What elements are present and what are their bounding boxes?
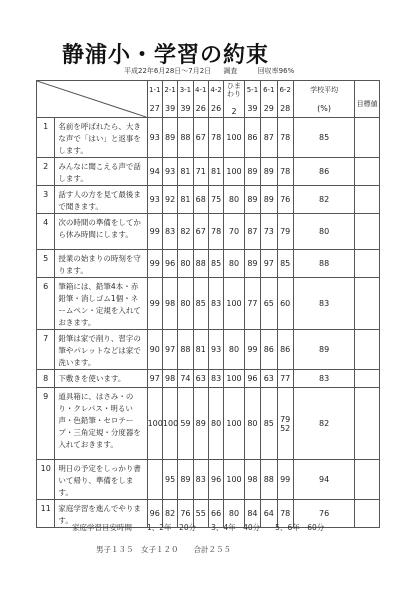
class-value: 99 xyxy=(244,330,260,370)
class-count: 39 xyxy=(164,103,176,113)
class-value: 99 xyxy=(277,460,293,500)
class-value: 100 xyxy=(224,460,244,500)
item-text: 筆箱には、鉛筆4本・赤鉛筆・消しゴム1個・ネームペン・定規を入れておきます。 xyxy=(55,278,147,330)
class-value: 97 xyxy=(147,370,162,388)
class-header xyxy=(178,81,193,118)
class-value: 80 xyxy=(178,278,193,330)
class-count: 28 xyxy=(280,103,291,113)
goal-value xyxy=(355,500,380,528)
class-value: 59 xyxy=(178,388,193,460)
class-value: 100 xyxy=(162,388,177,460)
school-average: 82 xyxy=(293,388,354,460)
item-number: 10 xyxy=(37,460,55,500)
class-value: 81 xyxy=(178,158,193,186)
class-name: 5-1 xyxy=(246,85,259,94)
school-average: 83 xyxy=(293,278,354,330)
class-value: 93 xyxy=(147,186,162,214)
class-value-part: 79 xyxy=(280,414,291,424)
class-header xyxy=(193,81,208,118)
class-value: 85 xyxy=(193,278,208,330)
class-value: 80 xyxy=(224,500,244,528)
class-value: 86 xyxy=(244,118,260,158)
class-value: 89 xyxy=(244,186,260,214)
class-value: 78 xyxy=(277,500,293,528)
class-value: 64 xyxy=(261,500,277,528)
item-number: 11 xyxy=(37,500,55,528)
class-value: 92 xyxy=(162,186,177,214)
item-number: 4 xyxy=(37,214,55,250)
goal-value xyxy=(355,278,380,330)
class-header xyxy=(208,81,223,118)
class-value: 93 xyxy=(147,118,162,158)
class-value: 78 xyxy=(208,118,223,158)
class-name: 4-2 xyxy=(210,85,222,94)
class-value: 82 xyxy=(178,214,193,250)
class-value: 99 xyxy=(147,278,162,330)
class-value: 86 xyxy=(277,330,293,370)
class-value: 100 xyxy=(224,158,244,186)
item-text: 下敷きを使います。 xyxy=(55,370,147,388)
class-value: 70 xyxy=(224,214,244,250)
class-count: 29 xyxy=(263,103,274,113)
table-row xyxy=(37,388,380,460)
class-value: 89 xyxy=(193,388,208,460)
goal-value xyxy=(355,388,380,460)
item-text: 話す人の方を見て最後まで聞きます。 xyxy=(55,186,147,214)
avg-header-label: 学校平均 xyxy=(310,85,339,94)
collection-rate: 回収率96% xyxy=(257,67,295,75)
item-text: 家庭学習を進んでやります。 xyxy=(55,500,147,528)
class-value: 65 xyxy=(261,278,277,330)
class-value: 80 xyxy=(208,388,223,460)
class-value: 84 xyxy=(244,500,260,528)
survey-period: 平成22年6月28日～7月2日 xyxy=(124,67,212,75)
class-value: 80 xyxy=(244,388,260,460)
class-value: 100 xyxy=(224,118,244,158)
class-value: 63 xyxy=(261,370,277,388)
goal-value xyxy=(355,370,380,388)
class-value: 96 xyxy=(147,500,162,528)
class-value: 75 xyxy=(208,186,223,214)
item-number: 8 xyxy=(37,370,55,388)
table-row xyxy=(37,118,380,158)
class-value: 93 xyxy=(162,158,177,186)
class-value: 80 xyxy=(224,186,244,214)
class-value: 86 xyxy=(261,330,277,370)
class-value: 100 xyxy=(224,278,244,330)
class-value: 76 xyxy=(178,500,193,528)
class-value: 89 xyxy=(244,250,260,278)
goal-value xyxy=(355,186,380,214)
goal-value xyxy=(355,214,380,250)
avg-header xyxy=(293,81,354,118)
class-value: 79 xyxy=(277,214,293,250)
header-row xyxy=(37,81,380,118)
table-row xyxy=(37,460,380,500)
class-value: 88 xyxy=(178,118,193,158)
class-value: 63 xyxy=(193,370,208,388)
class-value: 89 xyxy=(162,118,177,158)
goal-value xyxy=(355,118,380,158)
class-name: 6-1 xyxy=(263,85,275,94)
item-number: 3 xyxy=(37,186,55,214)
class-value: 88 xyxy=(193,250,208,278)
class-value: 100 xyxy=(224,388,244,460)
item-number: 1 xyxy=(37,118,55,158)
class-count: 2 xyxy=(231,107,237,117)
class-value: 83 xyxy=(208,370,223,388)
class-value: 83 xyxy=(208,278,223,330)
goal-value xyxy=(355,460,380,500)
class-value: 88 xyxy=(261,460,277,500)
item-number: 2 xyxy=(37,158,55,186)
class-value: 80 xyxy=(178,250,193,278)
class-value: 99 xyxy=(147,250,162,278)
class-value: 85 xyxy=(208,250,223,278)
item-number: 7 xyxy=(37,330,55,370)
class-value: 88 xyxy=(178,330,193,370)
school-average: 89 xyxy=(293,330,354,370)
goal-value xyxy=(355,158,380,186)
school-average: 94 xyxy=(293,460,354,500)
class-value: 81 xyxy=(178,186,193,214)
class-value: 81 xyxy=(193,330,208,370)
school-average: 80 xyxy=(293,214,354,250)
class-value: 83 xyxy=(193,460,208,500)
survey-label: 調査 xyxy=(223,67,238,75)
class-value: 78 xyxy=(208,214,223,250)
class-value: 93 xyxy=(208,330,223,370)
class-value: 66 xyxy=(208,500,223,528)
class-value: 95 xyxy=(162,460,177,500)
class-name: ひまわり xyxy=(227,82,242,98)
item-number: 6 xyxy=(37,278,55,330)
class-value: 89 xyxy=(244,158,260,186)
item-text: 道具箱に、はさみ・のり・クレパス・明るい声・色鉛筆・セロテープ・三角定規・分度器を入れておきます。 xyxy=(55,388,147,460)
class-header xyxy=(277,81,293,118)
class-value: 98 xyxy=(162,278,177,330)
home-study-note: 家庭学習目安時間 1、2年 20分 3、4年 40分 5、6年 60分 xyxy=(72,523,325,532)
class-count: 26 xyxy=(211,103,222,113)
class-value: 96 xyxy=(208,460,223,500)
item-text: 次の時間の準備をしてから休み時間にします。 xyxy=(55,214,147,250)
goal-value xyxy=(355,250,380,278)
class-value: 81 xyxy=(208,158,223,186)
item-number: 5 xyxy=(37,250,55,278)
class-value: 80 xyxy=(224,330,244,370)
item-text: 名前を呼ばれたら、大きな声で「はい」と返事をします。 xyxy=(55,118,147,158)
class-value: 76 xyxy=(277,186,293,214)
school-average: 85 xyxy=(293,118,354,158)
diagonal-line xyxy=(37,81,147,117)
class-value xyxy=(147,460,162,500)
class-value: 82 xyxy=(162,500,177,528)
class-value: 96 xyxy=(244,370,260,388)
class-value: 74 xyxy=(178,370,193,388)
class-value-part: 52 xyxy=(280,423,291,433)
class-name: 6-2 xyxy=(279,85,291,94)
class-value: 68 xyxy=(193,186,208,214)
item-text: 明日の予定をしっかり書いて帰り、準備をします。 xyxy=(55,460,147,500)
table-row xyxy=(37,186,380,214)
class-value: 97 xyxy=(261,250,277,278)
class-value: 73 xyxy=(261,214,277,250)
class-value: 89 xyxy=(261,158,277,186)
school-average: 86 xyxy=(293,158,354,186)
class-name: 3-1 xyxy=(179,85,192,94)
table-row xyxy=(37,370,380,388)
class-value xyxy=(277,388,293,460)
item-text: みんなに聞こえる声で話します。 xyxy=(55,158,147,186)
class-value: 71 xyxy=(193,158,208,186)
class-value: 87 xyxy=(244,214,260,250)
class-value: 96 xyxy=(162,250,177,278)
class-header xyxy=(244,81,260,118)
class-value: 90 xyxy=(147,330,162,370)
class-header xyxy=(147,81,162,118)
class-value: 67 xyxy=(193,214,208,250)
class-value: 89 xyxy=(261,186,277,214)
page-title: 静浦小・学習の約束 xyxy=(62,43,270,68)
class-value: 87 xyxy=(261,118,277,158)
class-value: 89 xyxy=(178,460,193,500)
class-value: 98 xyxy=(244,460,260,500)
class-value: 55 xyxy=(193,500,208,528)
class-value: 78 xyxy=(277,158,293,186)
goal-value xyxy=(355,330,380,370)
class-value: 77 xyxy=(277,370,293,388)
student-counts: 男子１３５ 女子１２０ 合計２５５ xyxy=(96,545,231,554)
survey-info xyxy=(124,66,294,76)
class-header xyxy=(224,81,244,118)
school-average: 83 xyxy=(293,370,354,388)
class-value: 98 xyxy=(162,370,177,388)
class-value: 100 xyxy=(224,370,244,388)
class-value: 99 xyxy=(147,214,162,250)
class-name: 4-1 xyxy=(195,85,207,94)
class-header xyxy=(261,81,277,118)
item-text: 授業の始まりの時刻を守ります。 xyxy=(55,250,147,278)
table-row xyxy=(37,330,380,370)
class-value: 78 xyxy=(277,118,293,158)
avg-header-unit: (%) xyxy=(317,103,331,113)
survey-table xyxy=(36,80,380,528)
class-count: 27 xyxy=(149,103,160,113)
class-value: 85 xyxy=(261,388,277,460)
class-value: 85 xyxy=(277,250,293,278)
table-row xyxy=(37,158,380,186)
table-row xyxy=(37,250,380,278)
class-count: 39 xyxy=(247,103,258,113)
school-average: 82 xyxy=(293,186,354,214)
class-value: 94 xyxy=(147,158,162,186)
header-corner xyxy=(37,81,148,118)
class-header xyxy=(162,81,177,118)
school-average: 76 xyxy=(293,500,354,528)
class-value: 60 xyxy=(277,278,293,330)
school-average: 88 xyxy=(293,250,354,278)
class-name: 1-1 xyxy=(149,85,161,94)
class-count: 26 xyxy=(195,103,206,113)
item-number: 9 xyxy=(37,388,55,460)
class-count: 39 xyxy=(180,103,191,113)
goal-header xyxy=(355,81,380,118)
class-value: 80 xyxy=(224,250,244,278)
table-row xyxy=(37,278,380,330)
class-value: 97 xyxy=(162,330,177,370)
class-value: 77 xyxy=(244,278,260,330)
class-name: 2-1 xyxy=(164,85,176,94)
class-value: 67 xyxy=(193,118,208,158)
item-text: 鉛筆は家で削り、習字の筆やパレットなどは家で洗います。 xyxy=(55,330,147,370)
class-value: 83 xyxy=(162,214,177,250)
table-row xyxy=(37,214,380,250)
goal-header-label: 目標値 xyxy=(356,100,378,109)
class-value: 100 xyxy=(147,388,162,460)
